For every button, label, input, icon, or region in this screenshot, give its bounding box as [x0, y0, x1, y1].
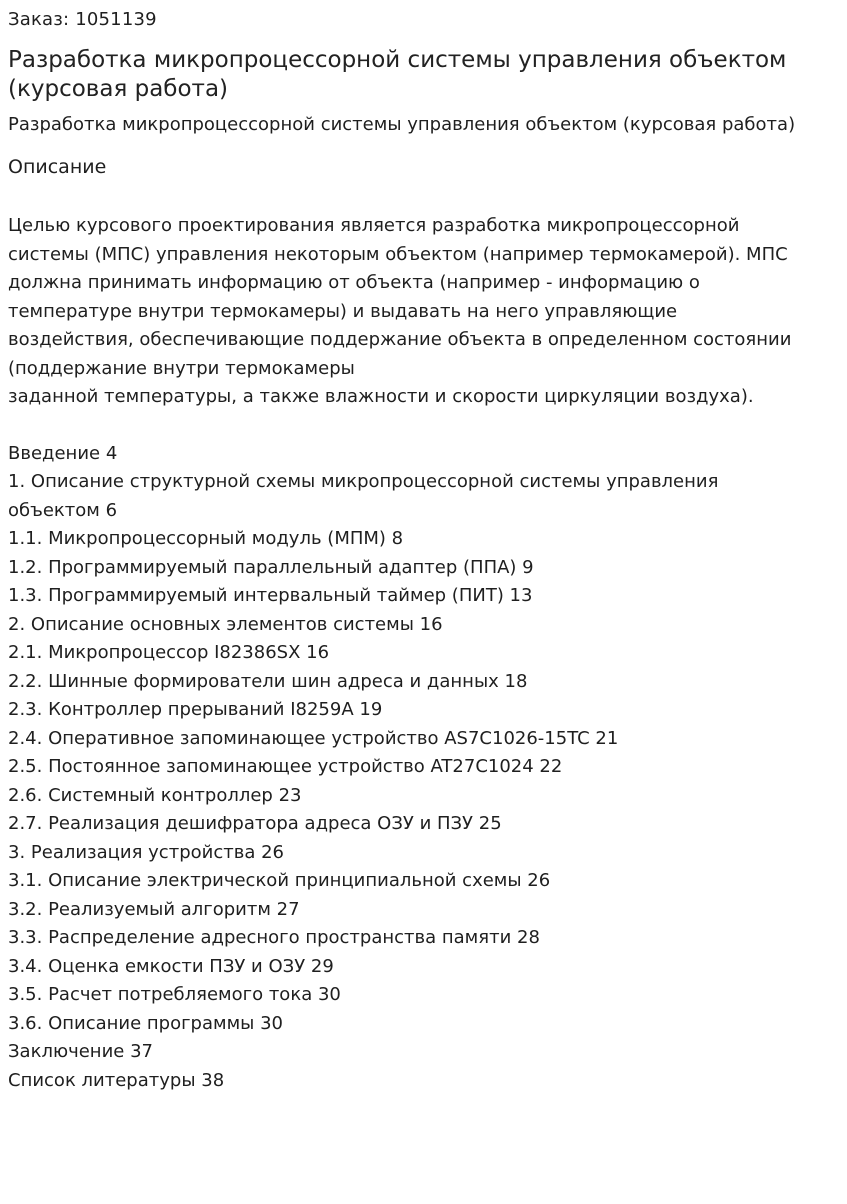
toc-item: 3.6. Описание программы 30	[8, 1012, 284, 1034]
table-of-contents	[8, 440, 839, 1096]
description-line: Целью курсового проектирования является разработка микропроцессорной	[8, 215, 740, 236]
description-line: заданной температуры, а также влажности и скорости циркуляции воздуха).	[8, 386, 754, 407]
toc-item: 2.2. Шинные формирователи шин адреса и данных 18	[8, 670, 528, 692]
page-subtitle: Разработка микропроцессорной системы управления объектом (курсовая работа)	[8, 114, 796, 135]
toc-item: 1.2. Программируемый параллельный адаптер (ППА) 9	[8, 556, 534, 578]
toc-item: 2.3. Контроллер прерываний I8259A 19	[8, 699, 383, 720]
description-line: (поддержание внутри термокамеры	[8, 357, 355, 379]
toc-item: 2.6. Системный контроллер 23	[8, 784, 302, 806]
toc-item: 3.1. Описание электрической принципиальной схемы 26	[8, 870, 551, 891]
toc-item: объектом 6	[8, 499, 118, 521]
toc-item: 1.1. Микропроцессорный модуль (МПМ) 8	[8, 528, 404, 549]
toc-item: 2. Описание основных элементов системы 16	[8, 613, 443, 635]
toc-item: 3.5. Расчет потребляемого тока 30	[8, 984, 341, 1005]
description-line: воздействия, обеспечивающие поддержание объекта в определенном состоянии	[8, 329, 792, 350]
description-line: температуре внутри термокамеры) и выдавать на него управляющие	[8, 300, 678, 322]
page-title-line-1: Разработка микропроцессорной системы управления объектом	[8, 47, 787, 73]
document-page	[0, 9, 847, 1095]
order-number: Заказ: 1051139	[8, 9, 157, 30]
toc-item: Список литературы 38	[8, 1069, 225, 1091]
description-line: системы (МПС) управления некоторым объектом (например термокамерой). МПС	[8, 243, 788, 265]
toc-item: 3. Реализация устройства 26	[8, 841, 284, 863]
description-text	[8, 212, 839, 412]
page-title-line-2: (курсовая работа)	[8, 76, 229, 102]
description-line: должна принимать информацию от объекта (например - информацию о	[8, 272, 700, 293]
toc-item: 1.3. Программируемый интервальный таймер (ПИТ) 13	[8, 585, 533, 606]
toc-item: 1. Описание структурной схемы микропроцессорной системы управления	[8, 471, 719, 492]
toc-item: 2.1. Микропроцессор I82386SX 16	[8, 642, 330, 663]
toc-item: Заключение 37	[8, 1041, 153, 1062]
toc-item: 2.7. Реализация дешифратора адреса ОЗУ и ПЗУ 25	[8, 813, 502, 834]
toc-item: 3.2. Реализуемый алгоритм 27	[8, 898, 300, 920]
toc-item: 3.4. Оценка емкости ПЗУ и ОЗУ 29	[8, 955, 334, 977]
toc-item: 2.4. Оперативное запоминающее устройство AS7C1026-15TC 21	[8, 727, 619, 749]
toc-item: 2.5. Постоянное запоминающее устройство AT27C1024 22	[8, 756, 563, 777]
toc-item: Введение 4	[8, 442, 118, 464]
page-title	[8, 46, 839, 104]
description-heading: Описание	[8, 156, 107, 178]
toc-item: 3.3. Распределение адресного пространства памяти 28	[8, 927, 540, 948]
